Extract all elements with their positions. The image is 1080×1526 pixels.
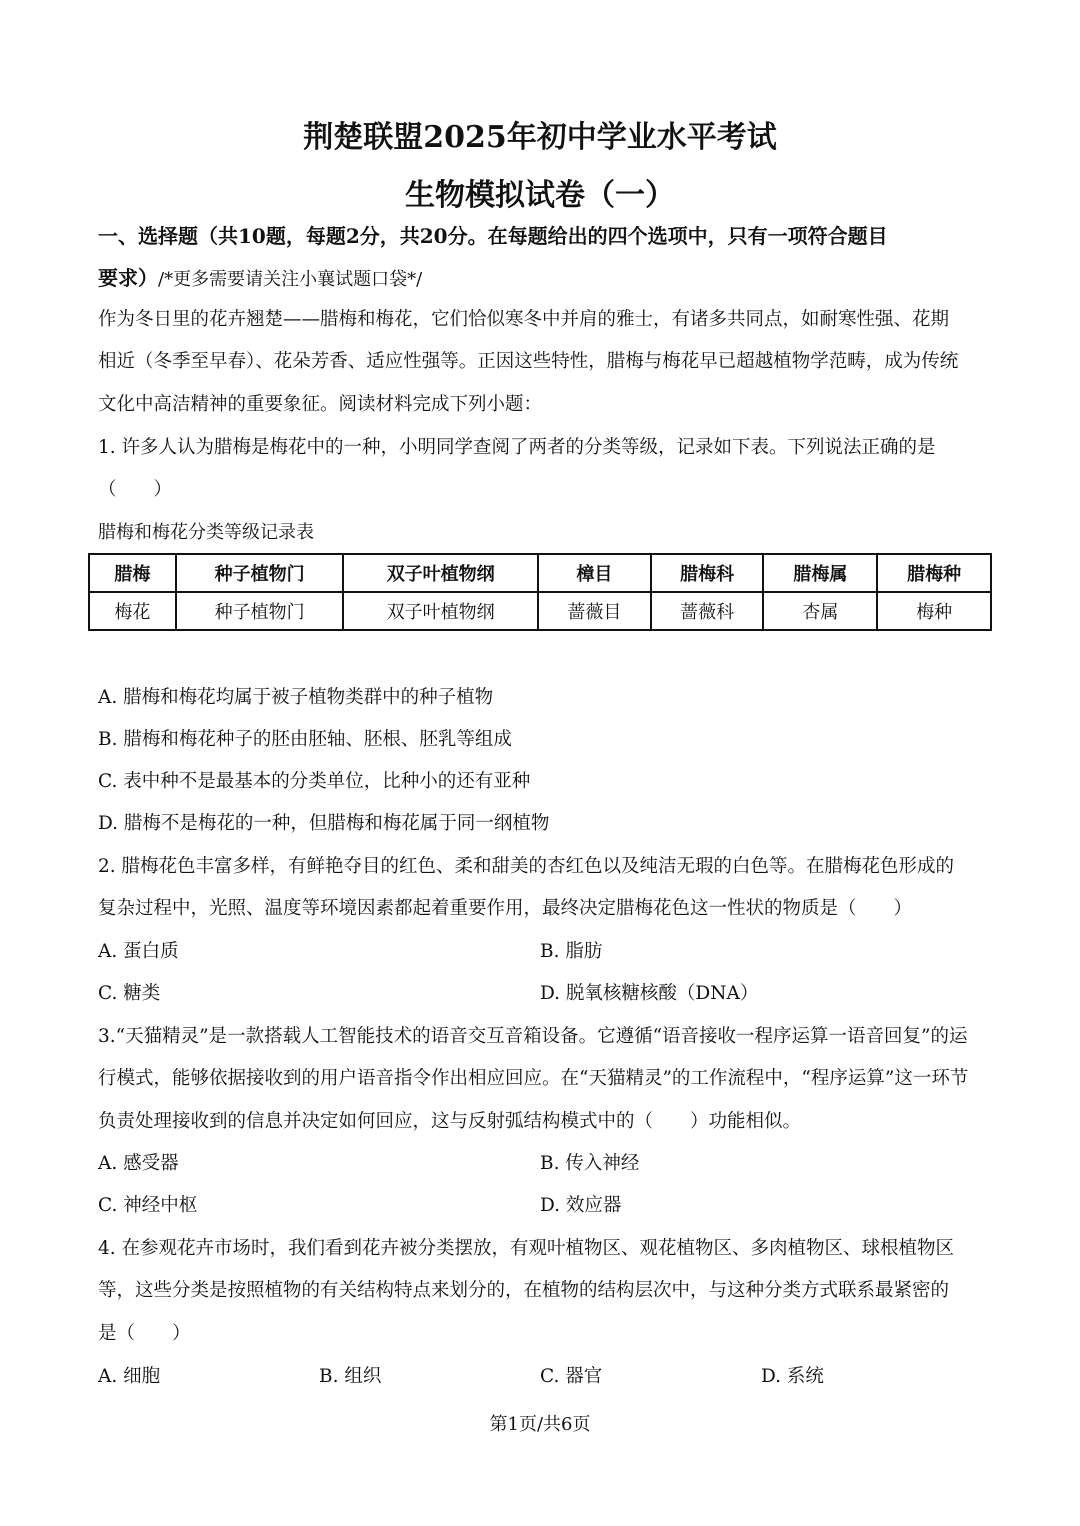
table-cell: 种子植物门 [176,592,344,630]
q2-option-d: D. 脱氧核糖核酸（DNA） [540,983,759,1004]
table-cell: 蔷薇目 [538,592,651,630]
q2-option-b: B. 脂肪 [540,941,603,962]
intro-line-2: 相近（冬季至早春）、花朵芳香、适应性强等。正因这些特性，腊梅与梅花早已超越植物学范畴，成为传统 [98,351,959,372]
q2-stem-line-1: 2. 腊梅花色丰富多样，有鲜艳夺目的红色、柔和甜美的杏红色以及纯洁无瑕的白色等。在腊梅花色形成的 [98,856,955,877]
intro-line-1: 作为冬日里的花卉翘楚——腊梅和梅花，它们恰似寒冬中并肩的雅士，有诸多共同点，如耐寒性强、花期 [98,309,950,330]
q3-stem-line-1: 3.“天猫精灵”是一款搭载人工智能技术的语音交互音箱设备。它遵循“语音接收一程序运算一语音回复”的运 [98,1026,968,1047]
section-heading-line2 [98,268,422,289]
q4-option-d: D. 系统 [761,1366,824,1387]
table-row [89,592,991,630]
table-cell: 种子植物门 [176,554,344,592]
table-cell: 双子叶植物纲 [343,592,538,630]
q2-option-c: C. 糖类 [98,983,161,1004]
section-heading-tail: 要求） [98,266,158,290]
q2-option-a: A. 蛋白质 [98,941,179,962]
table-cell: 双子叶植物纲 [343,554,538,592]
q4-option-c: C. 器官 [540,1366,603,1387]
intro-line-3: 文化中高洁精神的重要象征。阅读材料完成下列小题： [98,394,543,415]
q4-option-b: B. 组织 [319,1366,382,1387]
q3-option-c: C. 神经中枢 [98,1195,198,1216]
q1-option-a: A. 腊梅和梅花均属于被子植物类群中的种子植物 [98,687,494,708]
table-caption: 腊梅和梅花分类等级记录表 [98,522,314,543]
exam-subtitle: 生物模拟试卷（一） [405,178,675,213]
q3-stem-line-3: 负责处理接收到的信息并决定如何回应，这与反射弧结构模式中的（ ）功能相似。 [98,1111,802,1132]
table-cell: 腊梅种 [877,554,991,592]
table-row [89,554,991,592]
page-number: 第1页/共6页 [489,1414,591,1435]
q1-stem-line-2: （ ） [98,479,173,500]
section-heading-line1: 一、选择题（共10题，每题2分，共20分。在每题给出的四个选项中，只有一项符合题目 [98,224,888,248]
q3-option-b: B. 传入神经 [540,1153,640,1174]
q1-option-b: B. 腊梅和梅花种子的胚由胚轴、胚根、胚乳等组成 [98,729,512,750]
table-cell: 梅花 [89,592,176,630]
q1-option-d: D. 腊梅不是梅花的一种，但腊梅和梅花属于同一纲植物 [98,813,550,834]
q3-option-d: D. 效应器 [540,1195,622,1216]
classification-table [88,553,992,631]
q2-stem-line-2: 复杂过程中，光照、温度等环境因素都起着重要作用，最终决定腊梅花色这一性状的物质是（ ） [98,898,913,919]
q1-option-c: C. 表中种不是最基本的分类单位，比种小的还有亚种 [98,771,531,792]
q4-stem-line-3: 是（ ） [98,1323,191,1344]
q3-stem-line-2: 行模式，能够依据接收到的用户语音指令作出相应回应。在“天猫精灵”的工作流程中，“程序运算”这一环节 [98,1068,969,1089]
section-note: /*更多需要请关注小襄试题口袋*/ [158,269,423,290]
table-cell: 腊梅属 [763,554,877,592]
table-cell: 腊梅 [89,554,176,592]
table-cell: 蔷薇科 [651,592,764,630]
exam-title: 荆楚联盟2025年初中学业水平考试 [303,120,777,155]
q4-stem-line-2: 等，这些分类是按照植物的有关结构特点来划分的，在植物的结构层次中，与这种分类方式联系最紧密的 [98,1280,950,1301]
q3-option-a: A. 感受器 [98,1153,179,1174]
table-cell: 梅种 [877,592,991,630]
table-cell: 腊梅科 [651,554,764,592]
table-cell: 杏属 [763,592,877,630]
table-cell: 樟目 [538,554,651,592]
q1-stem-line-1: 1. 许多人认为腊梅是梅花中的一种，小明同学查阅了两者的分类等级，记录如下表。下列说法正确的是 [98,437,936,458]
q4-stem-line-1: 4. 在参观花卉市场时，我们看到花卉被分类摆放，有观叶植物区、观花植物区、多肉植物区、球根植物区 [98,1238,955,1259]
q4-option-a: A. 细胞 [98,1366,161,1387]
